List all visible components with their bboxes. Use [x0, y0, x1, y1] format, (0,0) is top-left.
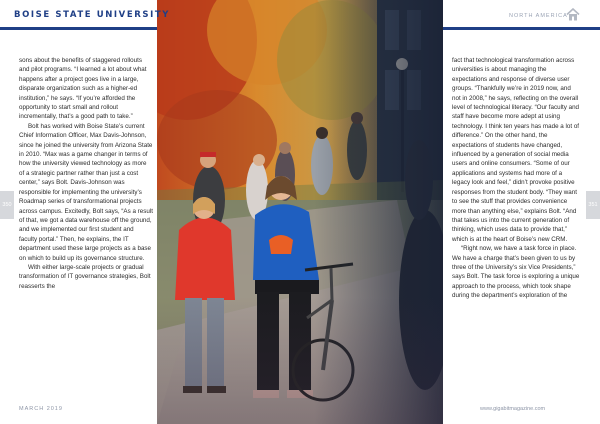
left-column-text	[19, 56, 153, 291]
page-number-left[interactable]: 350	[0, 191, 14, 219]
publication-title: BOISE STATE UNIVERSITY	[14, 10, 171, 20]
right-column-text	[452, 56, 580, 301]
section-label: NORTH AMERICA	[509, 13, 568, 19]
campus-photo-illustration	[157, 0, 443, 424]
issue-date: MARCH 2019	[19, 406, 63, 412]
page-number-right[interactable]: 351	[586, 191, 600, 219]
home-icon[interactable]	[566, 8, 580, 21]
left-paragraph: Bolt has worked with Boise State’s current Chief Information Officer, Max Davis-Johnson, since he joined the university from Arizona State in 2010. “Max was a game changer in terms of how the university viewed technology as more of a strategic partner rather than just a cost center,” says Bolt. Davis-Johnson was responsible for implementing the university’s Roadmap series of transformational projects across campus. Excitedly, Bolt says, “As a result of that, we got a data warehouse off the ground, and we implemented our first student and faculty portal.” Then, he explains, the IT department used these large projects as a base on which to build up its governance structure.	[19, 122, 153, 262]
campus-photo	[157, 0, 443, 424]
left-paragraph: sons about the benefits of staggered rollouts and pilot programs. “I learned a lot about what happens after a project goes live in a large, disparate organization such as a higher-ed institution,” he says. “If you’re afforded the opportunity to start small and rollout incrementally, that’s a good path to take.”	[19, 57, 147, 121]
website-link[interactable]: www.gigabitmagazine.com	[480, 406, 546, 412]
right-paragraph: fact that technological transformation across universities is about managing the expectations and response of diverse user groups. “Thankfully we’re in 2019 now, and not in 2008,” he says, reflecting on the overall level of technological literacy. “Our faculty and staff have become more adept at using technology. I think ten years has made a lot of difference.” On the other hand, the expectations of students have changed, influenced by a generation of social media users and online consumers. “Some of our applications and systems had more of a legacy look and feel,” didn’t provoke positive responses from the student body. “They want to see the stuff that provides convenience more than anything else,” explains Bolt. “And that takes us into the current generation of thinking, which uses data to provide that,” which is at the heart of Boise’s new CRM.	[452, 57, 580, 243]
right-paragraph: “Right now, we have a task force in place. We have a charge that’s been given to us by three of the University’s six Vice Presidents,” says Bolt. The task force is exploring a unique approach to the process, which took shape during the department’s exploration of the	[452, 245, 580, 300]
left-paragraph: With either large-scale projects or gradual transformation of IT governance strategies, Bolt reasserts the	[19, 263, 151, 290]
